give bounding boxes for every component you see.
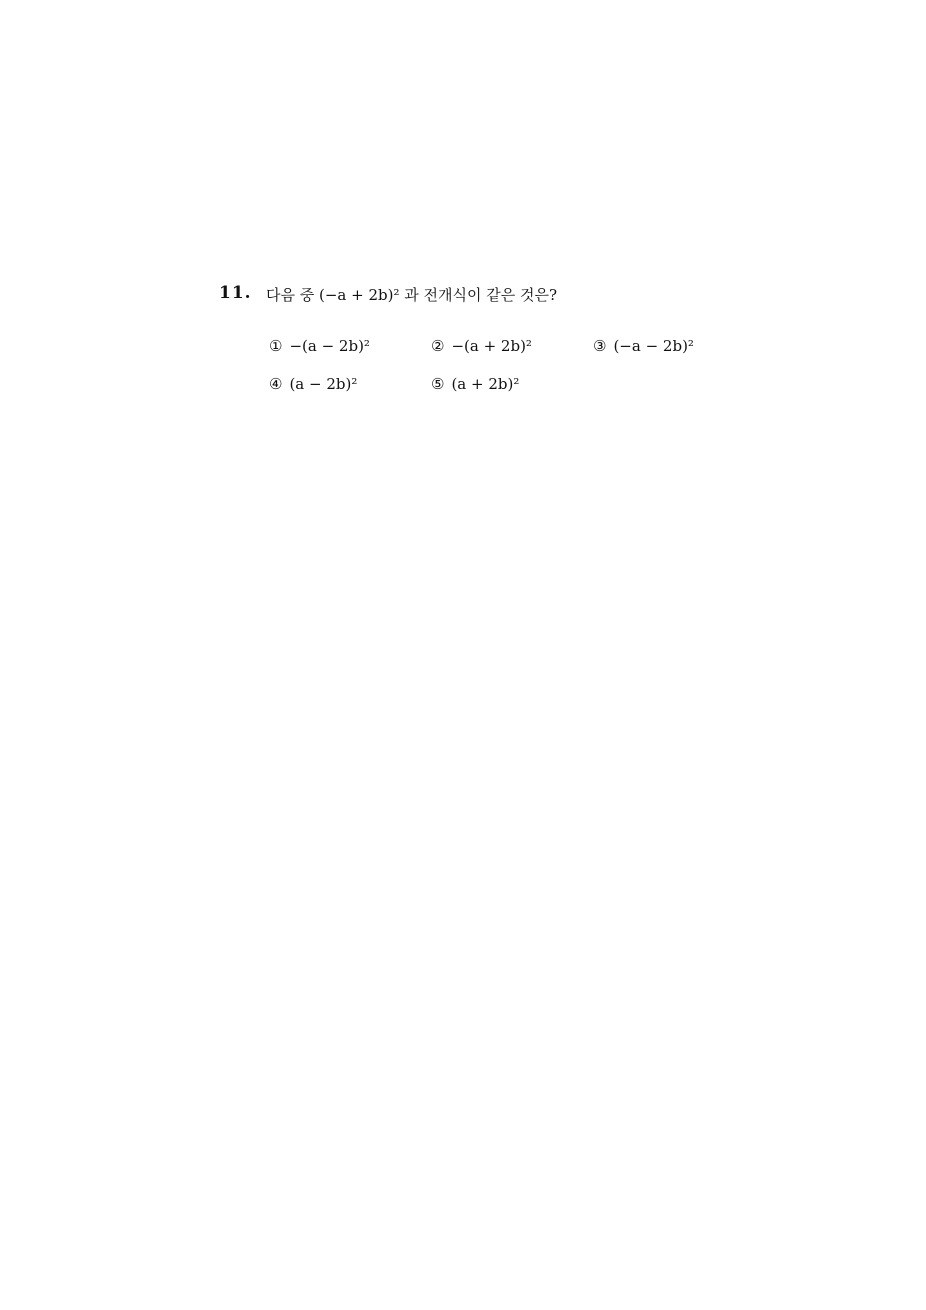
choice-1[interactable]	[269, 337, 370, 355]
choice-3-expression: (−a − 2b)²	[613, 337, 694, 355]
choice-2-expression: −(a + 2b)²	[451, 337, 532, 355]
choice-5[interactable]	[431, 375, 519, 393]
choice-5-expression: (a + 2b)²	[451, 375, 520, 393]
question-number: 11.	[219, 283, 252, 303]
question-stem: 다음 중 (−a + 2b)² 과 전개식이 같은 것은?	[266, 286, 558, 304]
choice-1-mark: ①	[269, 337, 283, 355]
choice-2[interactable]	[431, 337, 532, 355]
choice-3-mark: ③	[593, 337, 607, 355]
choice-4-expression: (a − 2b)²	[289, 375, 358, 393]
choice-3[interactable]	[593, 337, 694, 355]
choice-2-mark: ②	[431, 337, 445, 355]
choice-4-mark: ④	[269, 375, 283, 393]
choice-4[interactable]	[269, 375, 357, 393]
choice-1-expression: −(a − 2b)²	[289, 337, 370, 355]
choice-5-mark: ⑤	[431, 375, 445, 393]
